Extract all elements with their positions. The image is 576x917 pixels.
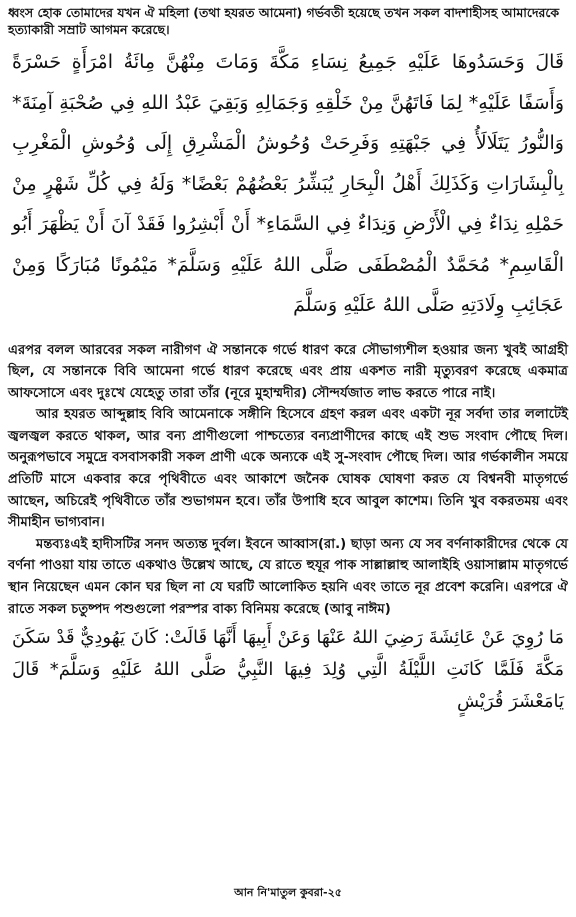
paragraph-2: আর হযরত আব্দুল্লাহ বিবি আমেনাকে সঙ্গীনি হিসেবে গ্রহণ করল এবং একটা নূর সর্বদা তার ললাটেই জ্বলজ্বল করতে থাকল, আর বন্য প্রাণীগুলো পাশ্চত্যের বন্যপ্রাণীদের কাছে এই শুভ সংবাদ পৌছে দিল। অনুরূপভাবে সমুদ্রে বসবাসকারী সকল প্রাণী একে অন্যকে এই সু-সংবাদ পৌছে দিল। আর গর্ভকালীন সময়ে প্রতিটি মাসে একবার করে পৃথিবীতে এবং আকাশে জনৈক ঘোষক ঘোষণা করত যে বিশ্বনবী মাতৃগর্ভে আছেন, অচিরেই পৃথিবীতে তাঁর শুভাগমন হবে। তাঁর উপাধি হবে আবুল কাশেম। তিনি খুব বকরতময় এবং সীমাহীন ভাগ্যবান। bbox=[8, 407, 568, 531]
paragraph-1: এরপর বলল আরবের সকল নারীগণ ঐ সন্তানকে গর্ভে ধারণ করে সৌভাগ্যশীল হওয়ার জন্য খুবই আগ্রহী ছিল, যে সন্তানকে বিবি আমেনা গর্ভে ধারণ করেছে এবং প্রায় একশত নারী মৃত্যুবরণ করেছে একমাত্র আফসোসে এবং দুঃখে যেহেতু তারা তাঁর (নূরে মুহাম্মদীর) সৌন্দর্যজাত লাভ করতে পারে নাই। bbox=[8, 342, 568, 401]
arabic-quote-block: قَالَ وَحَسَدُوهَا عَلَيْهِ جَمِيعُ نِسَاءِ مَكَّةَ وَمَاتَ مِنْهُنَّ مِائَةُ امْرَأَةٍ حَسْرَةً وَأَسَفًا عَلَيْهِ* لِمَا فَاتَهُنَّ مِنْ خَلْقِهِ وَجَمَالِهِ وَبَقِيَ عَبْدُ اللهِ فِي صُحْبَةِ آمِنَةَ* وَالنُّورُ يَتَلَالَأُ فِي جَبْهَتِهِ وَفَرِحَتْ وُحُوشُ الْمَشْرِقِ إِلَى وُحُوشِ الْمَغْرِبِ بِالْبِشَارَاتِ وَكَذَلِكَ أَهْلُ الْبِحَارِ يُبَشِّرُ بَعْضُهُمْ بَعْضًا* وَلَهُ فِي كُلِّ شَهْرٍ مِنْ حَمْلِهِ نِدَاءٌ فِي الْأَرْضِ وَنِدَاءٌ فِي السَّمَاءِ* أَنْ أَبْشِرُوا فَقَدْ آنَ أَنْ يَظْهَرَ أَبُو الْقَاسِمِ* مُحَمَّدٌ الْمُصْطَفَى صَلَّى اللهُ عَلَيْهِ وَسَلَّمَ* مَيْمُونًا مُبَارَكًا وَمِنْ عَجَائِبِ وِلَادَتِهِ صَلَّى اللهُ عَلَيْهِ وَسَلَّمَ bbox=[12, 51, 564, 316]
paragraph-3-commentary: মন্তব্যঃএই হাদীসটির সনদ অত্যন্ত দুর্বল। ইবনে আব্বাস(রা.) ছাড়া অন্য যে সব বর্ণনাকারীদের থেকে যে বর্ণনা পাওয়া যায় তাতে একথাও উল্লেখ আছে, যে রাতে হুযূর পাক সাল্লাল্লাহু আলাইহি ওয়াসাল্লাম মাতৃগর্ভে স্থান নিয়েছেন এমন কোন ঘর ছিল না যে ঘরটি আলোকিত হয়নি এবং তাতে নূর প্রবেশ করেনি। এরপরে ঐ রাতে সকল চতুষ্পদ পশুগুলো পরস্পর বাক্য বিনিময় করেছে (আবু নাঈম) bbox=[8, 536, 568, 617]
top-bengali-text: ধ্বংস হোক তোমাদের যখন ঐ মহিলা (তথা হযরত আমেনা) গর্ভবতী হয়েছে তখন সকল বাদশাহীসহ আমাদেরকে হত্যাকারী সম্রাট আগমন করেছে। bbox=[8, 5, 560, 37]
page-footer: আন নি'মাতুল কুবরা-২৫ bbox=[234, 886, 342, 899]
arabic-quote-block-2: مَا رُوِيَ عَنْ عَائِشَةَ رَضِيَ اللهُ عَنْهَا وَعَنْ أَبِيهَا أَنَّهَا قَالَتْ: كَانَ يَهُودِيٌّ قَدْ سَكَنَ مَكَّةَ فَلَمَّا كَانَتِ اللَّيْلَةُ الَّتِي وُلِدَ فِيهَا النَّبِيُّ صَلَّى اللهُ عَلَيْهِ وَسَلَّمَ* قَالَ يَامَعْشَرَ قُرَيْشٍ bbox=[12, 627, 564, 713]
